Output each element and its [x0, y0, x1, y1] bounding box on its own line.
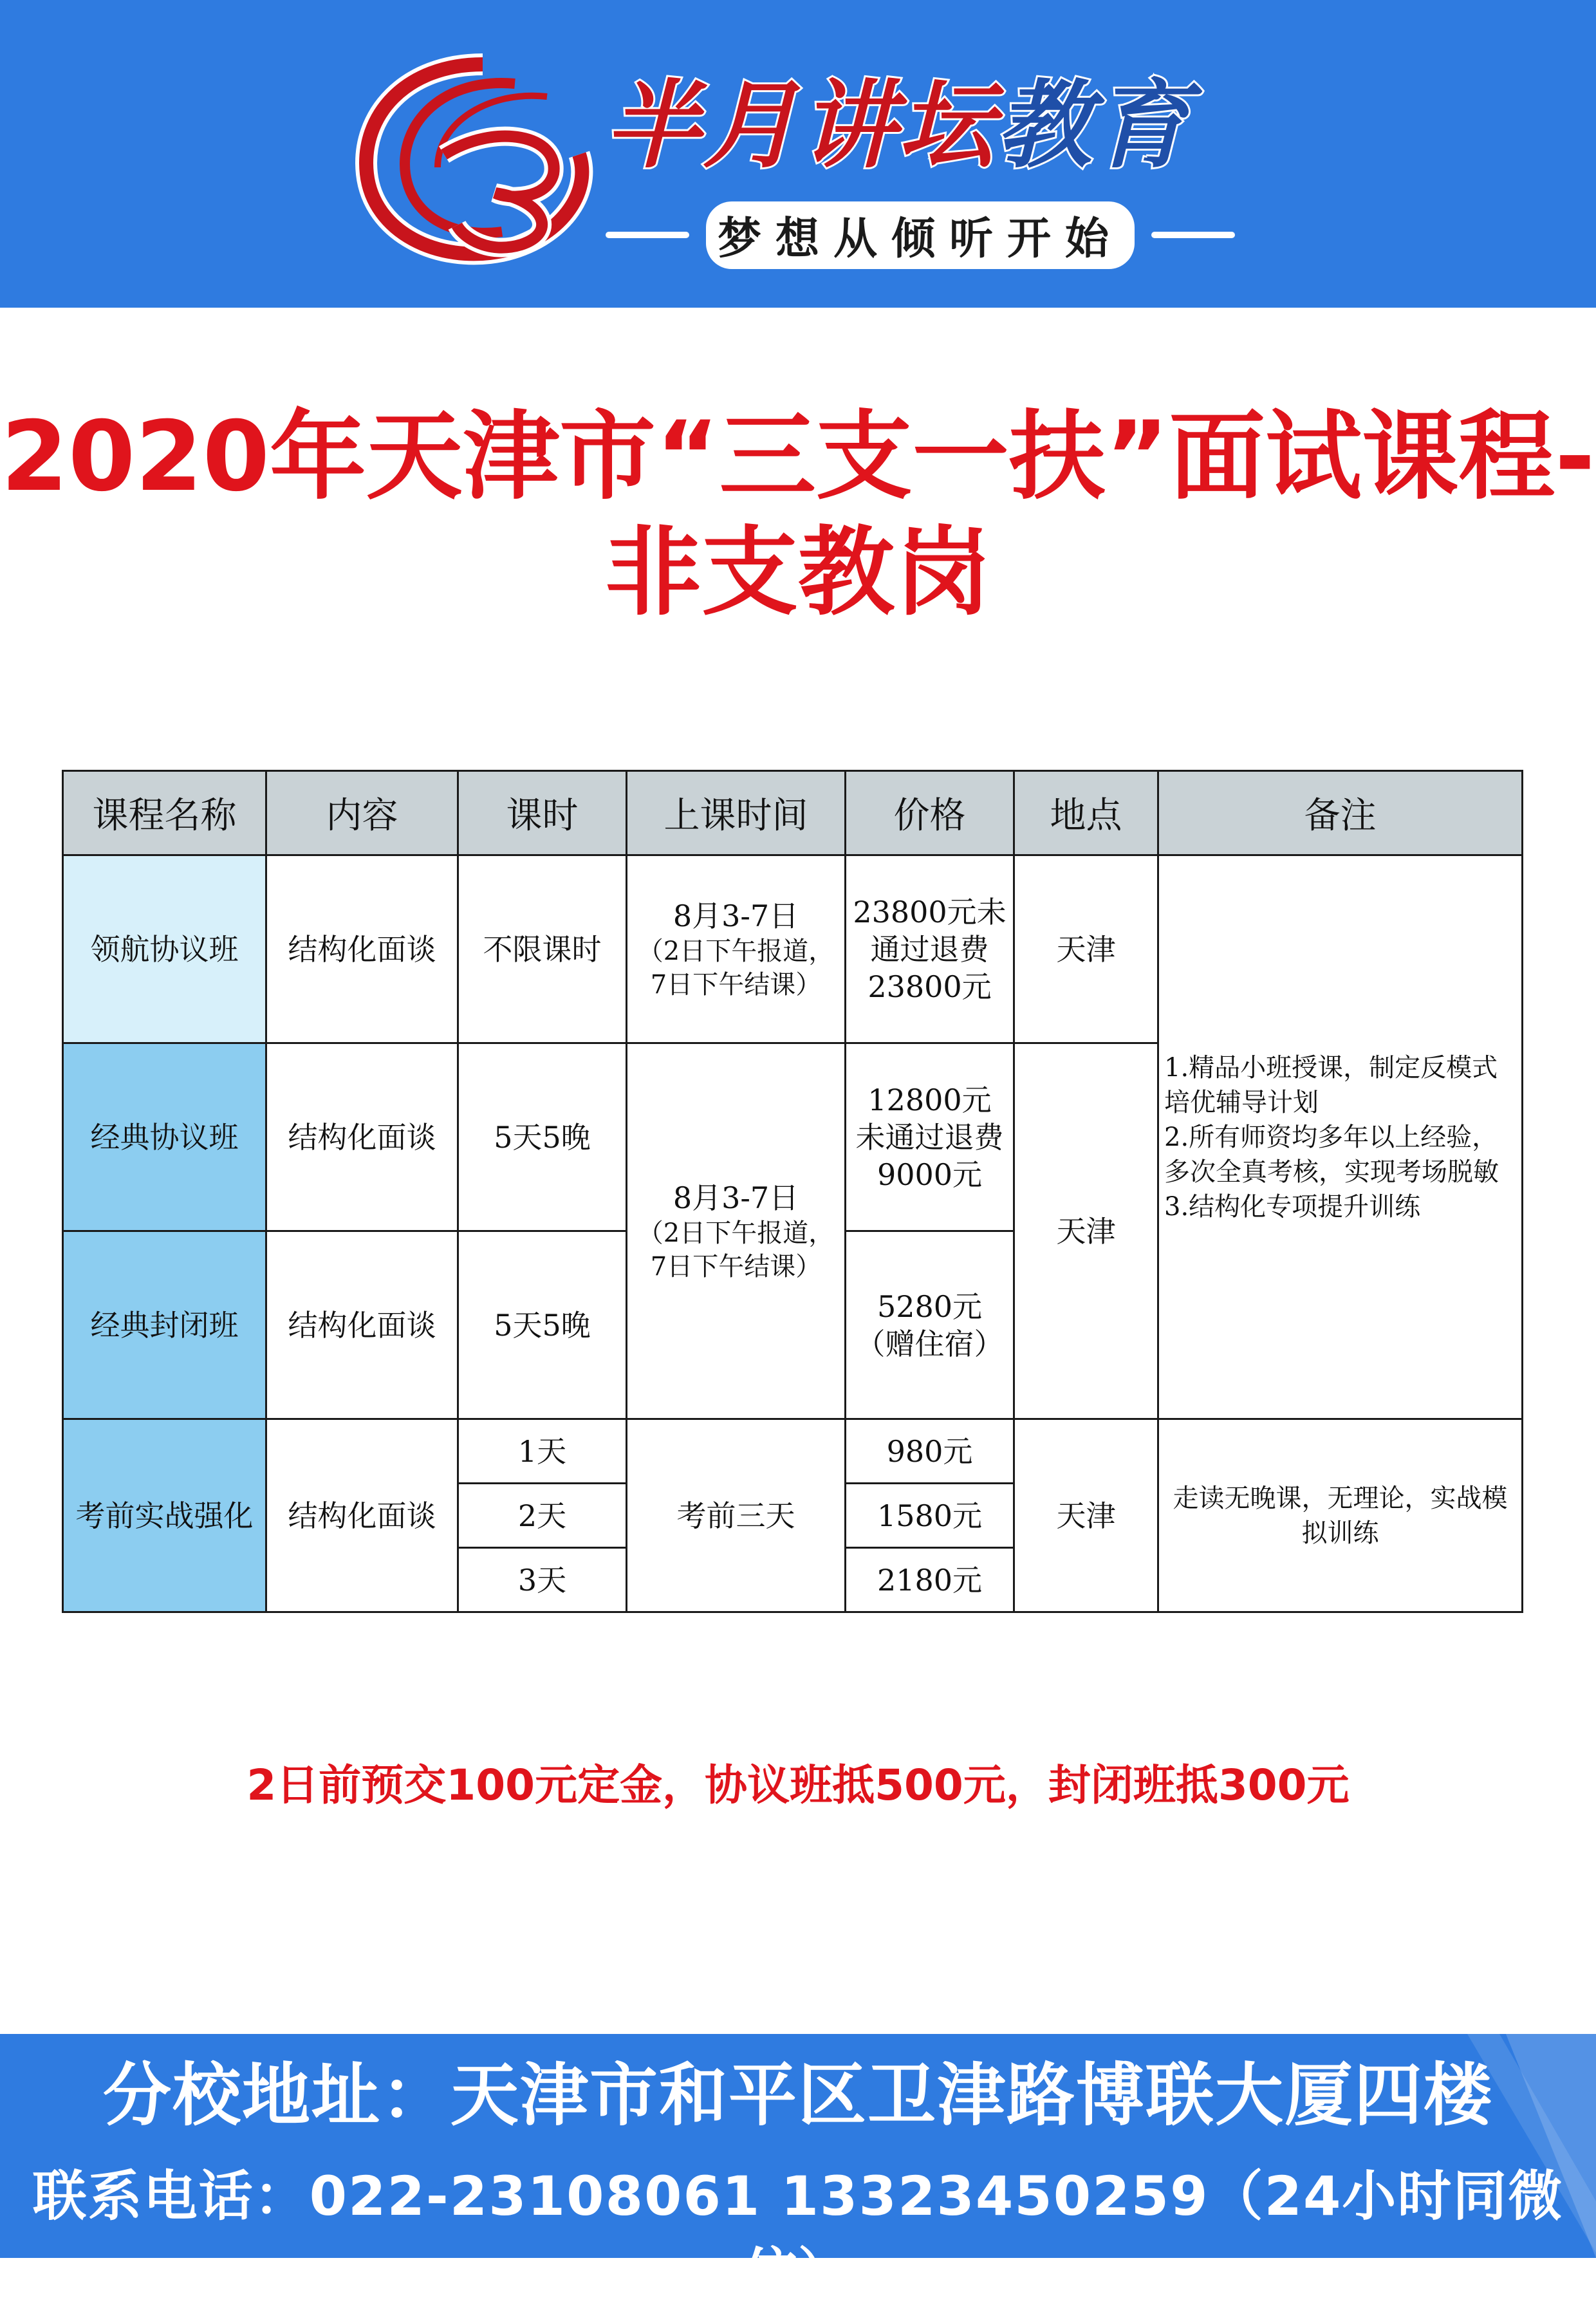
row1-content: 结构化面谈 [266, 855, 458, 1043]
table-row [63, 855, 1523, 1043]
slogan-divider-right [1151, 232, 1235, 238]
row1-price [846, 855, 1014, 1043]
shared-time-note2: 7日下午结课） [650, 1251, 822, 1282]
header-course-name: 课程名称 [63, 771, 266, 855]
row1-price-line1: 23800元未 [853, 894, 1007, 929]
table-header-row [63, 771, 1523, 855]
slogan: 梦想从倾听开始 [706, 201, 1135, 269]
row2-content: 结构化面谈 [266, 1043, 458, 1231]
page-title [0, 399, 1596, 631]
row4-name: 考前实战强化 [63, 1419, 266, 1612]
header-time: 上课时间 [627, 771, 846, 855]
row4-price-1: 980元 [846, 1419, 1014, 1484]
page-title-line2: 非支教岗 [604, 517, 991, 629]
row1-hours: 不限课时 [458, 855, 627, 1043]
shared-time-note1: （2日下午报道， [637, 1218, 835, 1248]
row1-time-note2: 7日下午结课） [650, 969, 822, 1000]
brand-logo-icon [348, 45, 618, 277]
row3-price [846, 1231, 1014, 1419]
row4-hours-2: 2天 [458, 1484, 627, 1548]
table-row [63, 1419, 1523, 1484]
row1-time-note1: （2日下午报道， [637, 936, 835, 966]
row2-price-line1: 12800元 [868, 1082, 992, 1117]
header-location: 地点 [1014, 771, 1158, 855]
shared-time [627, 1043, 846, 1419]
slogan-bar [605, 206, 1236, 264]
row2-price [846, 1043, 1014, 1231]
footer-banner [0, 2034, 1596, 2305]
row4-location: 天津 [1014, 1419, 1158, 1612]
footer-phone: 联系电话：022-23108061 13323450259（24小时同微信） [32, 2165, 1564, 2305]
row3-name: 经典封闭班 [63, 1231, 266, 1419]
brand-name-red: 半月讲坛 [605, 70, 996, 181]
row4-content: 结构化面谈 [266, 1419, 458, 1612]
notes-cell [1158, 855, 1523, 1419]
deposit-note: 2日前预交100元定金，协议班抵500元，封闭班抵300元 [246, 1760, 1350, 1810]
course-table [62, 770, 1523, 1613]
row4-price-3: 2180元 [846, 1548, 1014, 1612]
page-title-line1: 2020年天津市“三支一扶”面试课程- [1, 401, 1595, 513]
row2-hours: 5天5晚 [458, 1043, 627, 1231]
row3-price-line1: 5280元 [877, 1289, 983, 1324]
row3-hours: 5天5晚 [458, 1231, 627, 1419]
row4-hours-3: 3天 [458, 1548, 627, 1612]
row4-time: 考前三天 [627, 1419, 846, 1612]
footer-address: 分校地址：天津市和平区卫津路博联大厦四楼 [103, 2056, 1493, 2135]
note-item: 1.精品小班授课，制定反模式培优辅导计划 [1164, 1052, 1498, 1117]
row3-content: 结构化面谈 [266, 1231, 458, 1419]
row3-price-line2: （赠住宿） [855, 1326, 1004, 1361]
brand-name-blue: 教育 [996, 70, 1192, 181]
row2-price-line3: 9000元 [877, 1157, 983, 1192]
header-notes: 备注 [1158, 771, 1523, 855]
header-price: 价格 [846, 771, 1014, 855]
slogan-divider-left [606, 232, 689, 238]
row1-price-line3: 23800元 [868, 969, 992, 1004]
note-item: 3.结构化专项提升训练 [1164, 1191, 1421, 1222]
row2-price-line2: 未通过退费 [855, 1119, 1004, 1155]
row1-price-line2: 通过退费 [870, 931, 989, 967]
row4-note: 走读无晚课，无理论，实战模拟训练 [1158, 1419, 1523, 1612]
row4-price-2: 1580元 [846, 1484, 1014, 1548]
note-item: 2.所有师资均多年以上经验，多次全真考核，实现考场脱敏 [1164, 1122, 1499, 1187]
brand-name [605, 64, 1248, 187]
row4-hours-1: 1天 [458, 1419, 627, 1484]
row1-name: 领航协议班 [63, 855, 266, 1043]
row1-location: 天津 [1014, 855, 1158, 1043]
shared-location: 天津 [1014, 1043, 1158, 1419]
row1-time [627, 855, 846, 1043]
header-banner [0, 0, 1596, 308]
header-content: 内容 [266, 771, 458, 855]
header-hours: 课时 [458, 771, 627, 855]
shared-time-main: 8月3-7日 [673, 1180, 799, 1215]
row1-time-main: 8月3-7日 [673, 898, 799, 933]
row2-name: 经典协议班 [63, 1043, 266, 1231]
